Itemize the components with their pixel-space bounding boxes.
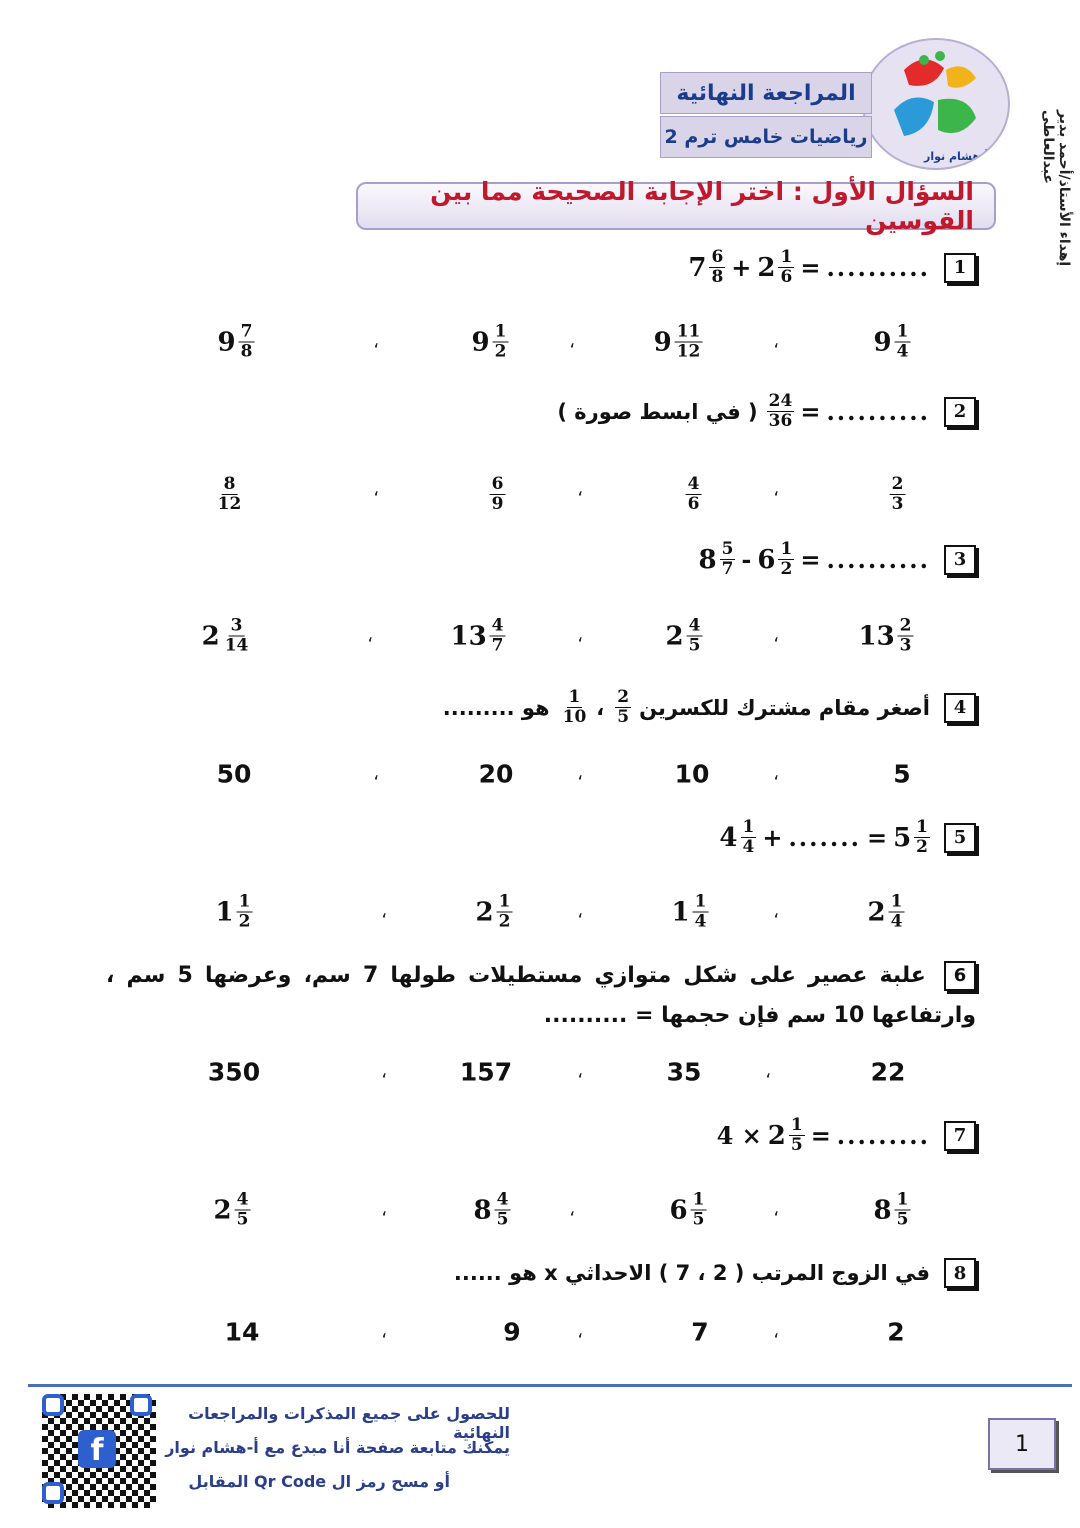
separator: ، <box>577 479 583 501</box>
footer-line-3: أو مسح رمز ال Qr Code المقابل <box>188 1472 450 1491</box>
fraction-a: $\frac{2}{5}$ <box>617 687 630 727</box>
option-8-b[interactable]: 7 <box>691 1317 709 1347</box>
option-2-a[interactable]: $\frac{2}{3}$ <box>891 474 904 514</box>
question-number: 2 <box>944 397 976 427</box>
qr-corner <box>130 1394 152 1416</box>
question-expression: 7 $\frac{6}{8}$ + 2 $\frac{1}{6}$ = .......... <box>688 247 930 287</box>
option-5-b[interactable]: 1 $\frac{1}{4}$ <box>671 891 707 932</box>
separator: ، <box>373 763 379 785</box>
separator: ، <box>773 479 779 501</box>
separator: ، <box>577 763 583 785</box>
question-number: 3 <box>944 545 976 575</box>
page-number: 1 <box>988 1418 1056 1470</box>
logo-graphic <box>864 40 1008 168</box>
separator: ، <box>765 1061 771 1083</box>
separator: ، <box>569 331 575 353</box>
option-3-a[interactable]: 13 $\frac{2}{3}$ <box>858 615 912 656</box>
question-number: 6 <box>944 961 976 991</box>
option-4-a[interactable]: 5 <box>893 759 911 789</box>
separator: ، <box>577 625 583 647</box>
option-1-a[interactable]: 9 $\frac{1}{4}$ <box>873 321 909 362</box>
option-6-d[interactable]: 350 <box>207 1057 261 1087</box>
option-7-a[interactable]: 8 $\frac{1}{5}$ <box>873 1189 909 1230</box>
separator: ، <box>577 1061 583 1083</box>
separator: ، <box>381 1199 387 1221</box>
option-8-d[interactable]: 14 <box>224 1317 260 1347</box>
logo <box>862 38 1010 170</box>
qr-corner <box>42 1394 64 1416</box>
question-number: 7 <box>944 1121 976 1151</box>
option-4-d[interactable]: 50 <box>216 759 252 789</box>
qr-corner <box>42 1482 64 1504</box>
question-tail: هو ......... <box>442 695 550 720</box>
option-8-a[interactable]: 2 <box>887 1317 905 1347</box>
option-2-c[interactable]: $\frac{6}{9}$ <box>491 474 504 514</box>
separator: ، <box>381 901 387 923</box>
separator: ، <box>381 1321 387 1343</box>
separator: ، <box>773 625 779 647</box>
question-1 <box>688 248 976 287</box>
option-3-d[interactable]: 2 $\frac{3}{14}$ <box>201 615 249 656</box>
question-expression: 8 $\frac{5}{7}$ - 6 $\frac{1}{2}$ = .......... <box>698 539 930 579</box>
option-2-d[interactable]: $\frac{8}{12}$ <box>217 474 242 514</box>
option-4-b[interactable]: 10 <box>674 759 710 789</box>
option-2-b[interactable]: $\frac{4}{6}$ <box>687 474 700 514</box>
option-6-c[interactable]: 157 <box>459 1057 513 1087</box>
option-1-d[interactable]: 9 $\frac{7}{8}$ <box>217 321 253 362</box>
option-7-c[interactable]: 8 $\frac{4}{5}$ <box>473 1189 509 1230</box>
logo-subtitle: مع أ-هشام نوار <box>924 150 1007 163</box>
separator: ، <box>577 1321 583 1343</box>
separator: ، <box>773 901 779 923</box>
option-6-b[interactable]: 35 <box>666 1057 702 1087</box>
option-7-b[interactable]: 6 $\frac{1}{5}$ <box>669 1189 705 1230</box>
fraction-b: $\frac{1}{10}$ <box>562 687 587 727</box>
separator: ، <box>373 331 379 353</box>
question-6 <box>106 956 976 1036</box>
question-5 <box>719 818 976 857</box>
subject-subtitle: رياضيات خامس ترم 2 <box>660 116 872 158</box>
facebook-icon[interactable]: f <box>78 1430 116 1468</box>
question-text: علبة عصير على شكل متوازي مستطيلات طولها 7 سم، وعرضها 5 سم ، وارتفاعها 10 سم فإن حجمها = .......... <box>106 963 976 1028</box>
separator: ، <box>569 1199 575 1221</box>
question-expression: ( في ابسط صورة ) $\frac{24}{36}$ = .......... <box>557 391 930 431</box>
separator: ، <box>773 1199 779 1221</box>
option-5-a[interactable]: 2 $\frac{1}{4}$ <box>867 891 903 932</box>
question-4: 4 أصغر مقام مشترك للكسرين $\frac{2}{5}$ ، $\frac{1}{10}$ هو ......... <box>443 688 976 727</box>
question-2 <box>557 392 976 431</box>
footer-divider <box>28 1384 1072 1387</box>
question-number: 1 <box>944 253 976 283</box>
question-text: أصغر مقام مشترك للكسرين <box>639 695 930 720</box>
option-5-c[interactable]: 2 $\frac{1}{2}$ <box>475 891 511 932</box>
separator: ، <box>773 331 779 353</box>
question-7 <box>717 1116 976 1155</box>
review-title: المراجعة النهائية <box>660 72 872 114</box>
footer-line-1: للحصول على جميع المذكرات والمراجعات النهائية <box>188 1404 510 1442</box>
separator: ، <box>773 763 779 785</box>
separator: ، <box>373 479 379 501</box>
question-number: 4 <box>944 693 976 723</box>
separator: ، <box>367 625 373 647</box>
option-1-b[interactable]: 9 $\frac{11}{12}$ <box>653 321 701 362</box>
separator: ، <box>381 1061 387 1083</box>
option-8-c[interactable]: 9 <box>503 1317 521 1347</box>
question-number: 8 <box>944 1258 976 1288</box>
question-expression: 4 × 2 $\frac{1}{5}$ = ......... <box>716 1115 930 1155</box>
option-4-c[interactable]: 20 <box>478 759 514 789</box>
option-7-d[interactable]: 2 $\frac{4}{5}$ <box>213 1189 249 1230</box>
question-heading: السؤال الأول : اختر الإجابة الصحيحة مما بين القوسين <box>356 182 996 230</box>
separator: ، <box>773 1321 779 1343</box>
footer-line-2: يمكنك متابعة صفحة أنا مبدع مع أ-هشام نوار <box>165 1438 510 1457</box>
option-6-a[interactable]: 22 <box>870 1057 906 1087</box>
option-3-c[interactable]: 13 $\frac{4}{7}$ <box>450 615 504 656</box>
option-1-c[interactable]: 9 $\frac{1}{2}$ <box>471 321 507 362</box>
question-3 <box>698 540 976 579</box>
question-number: 5 <box>944 823 976 853</box>
question-text: في الزوج المرتب ( 2 ، 7 ) الاحداثي x هو ...... <box>453 1261 930 1285</box>
question-expression: 4 $\frac{1}{4}$ + ....... = 5 $\frac{1}{2}$ <box>719 817 928 857</box>
option-3-b[interactable]: 2 $\frac{4}{5}$ <box>665 615 701 656</box>
option-5-d[interactable]: 1 $\frac{1}{2}$ <box>215 891 251 932</box>
side-dedication: إهداء الأستاذ/أحمد بدير عبدالعاطى <box>1040 110 1072 267</box>
separator: ، <box>577 901 583 923</box>
question-8 <box>454 1258 976 1288</box>
